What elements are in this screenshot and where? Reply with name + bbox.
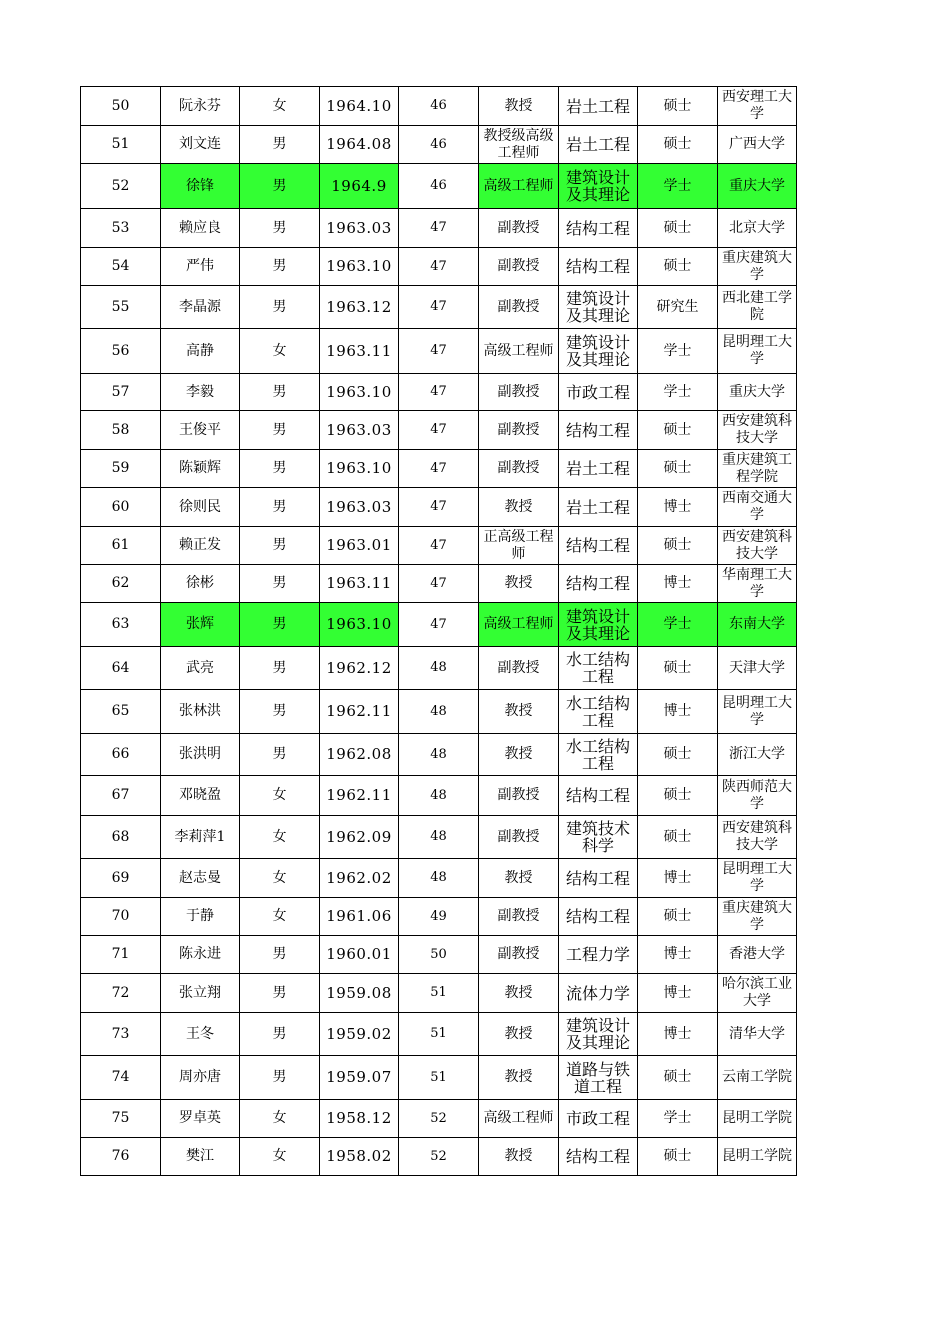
cell-major: 结构工程 xyxy=(559,1138,638,1176)
cell-degree: 学士 xyxy=(638,329,718,374)
age-value: 47 xyxy=(430,422,447,437)
age-value: 48 xyxy=(430,660,447,675)
cell-school: 昆明理工大学 xyxy=(718,329,797,374)
cell-age xyxy=(399,329,479,374)
cell-major: 市政工程 xyxy=(559,374,638,411)
cell-title: 副教授 xyxy=(479,898,559,936)
cell-sex: 男 xyxy=(240,565,320,603)
cell-sex: 男 xyxy=(240,647,320,690)
cell-degree: 学士 xyxy=(638,374,718,411)
age-value: 48 xyxy=(430,746,447,762)
cell-sex: 男 xyxy=(240,527,320,565)
age-value: 48 xyxy=(430,703,447,719)
cell-birth: 1958.12 xyxy=(320,1100,399,1138)
cell-age xyxy=(399,859,479,898)
cell-age xyxy=(399,898,479,936)
cell-sex: 女 xyxy=(240,1138,320,1176)
cell-age xyxy=(399,1056,479,1100)
cell-birth: 1959.02 xyxy=(320,1013,399,1056)
table-row xyxy=(81,603,797,647)
cell-name: 赖正发 xyxy=(161,527,240,565)
cell-age xyxy=(399,1100,479,1138)
cell-school: 天津大学 xyxy=(718,647,797,690)
cell-name: 陈颖辉 xyxy=(161,450,240,488)
cell-school: 西安建筑科技大学 xyxy=(718,527,797,565)
cell-name: 李莉萍1 xyxy=(161,816,240,859)
cell-degree: 硕士 xyxy=(638,816,718,859)
table-row xyxy=(81,450,797,488)
cell-school: 西安建筑科技大学 xyxy=(718,816,797,859)
cell-degree: 硕士 xyxy=(638,898,718,936)
cell-school: 清华大学 xyxy=(718,1013,797,1056)
cell-degree: 硕士 xyxy=(638,126,718,164)
cell-no: 54 xyxy=(81,248,161,286)
cell-name: 赖应良 xyxy=(161,209,240,248)
cell-no: 59 xyxy=(81,450,161,488)
cell-title: 副教授 xyxy=(479,936,559,974)
cell-no: 76 xyxy=(81,1138,161,1176)
cell-age xyxy=(399,603,479,647)
cell-age xyxy=(399,286,479,329)
cell-name: 周亦唐 xyxy=(161,1056,240,1100)
cell-degree: 硕士 xyxy=(638,248,718,286)
cell-no: 74 xyxy=(81,1056,161,1100)
cell-name: 刘文连 xyxy=(161,126,240,164)
cell-no: 63 xyxy=(81,603,161,647)
cell-age xyxy=(399,936,479,974)
age-value: 46 xyxy=(430,136,447,152)
cell-name: 徐则民 xyxy=(161,488,240,527)
cell-school: 重庆建筑大学 xyxy=(718,898,797,936)
cell-title: 高级工程师 xyxy=(479,1100,559,1138)
cell-no: 61 xyxy=(81,527,161,565)
age-value: 47 xyxy=(430,343,447,358)
cell-degree: 学士 xyxy=(638,164,718,209)
cell-sex: 男 xyxy=(240,126,320,164)
age-value: 51 xyxy=(430,1026,447,1041)
table-row xyxy=(81,286,797,329)
cell-birth: 1962.02 xyxy=(320,859,399,898)
cell-birth: 1959.07 xyxy=(320,1056,399,1100)
cell-age xyxy=(399,527,479,565)
cell-sex: 女 xyxy=(240,87,320,126)
cell-title: 高级工程师 xyxy=(479,329,559,374)
age-value: 48 xyxy=(430,829,447,844)
cell-birth: 1959.08 xyxy=(320,974,399,1013)
cell-sex: 男 xyxy=(240,690,320,734)
table-row xyxy=(81,898,797,936)
cell-age xyxy=(399,126,479,164)
cell-major: 结构工程 xyxy=(559,209,638,248)
cell-sex: 女 xyxy=(240,776,320,816)
cell-title: 教授 xyxy=(479,690,559,734)
table-row xyxy=(81,329,797,374)
cell-age xyxy=(399,87,479,126)
cell-major: 建筑设计及其理论 xyxy=(559,164,638,209)
table-row xyxy=(81,647,797,690)
cell-sex: 男 xyxy=(240,1056,320,1100)
age-value: 46 xyxy=(430,98,447,113)
cell-school: 哈尔滨工业大学 xyxy=(718,974,797,1013)
cell-name: 罗卓英 xyxy=(161,1100,240,1138)
cell-degree: 硕士 xyxy=(638,527,718,565)
cell-title: 副教授 xyxy=(479,374,559,411)
table-row xyxy=(81,690,797,734)
cell-degree: 硕士 xyxy=(638,411,718,450)
cell-name: 武亮 xyxy=(161,647,240,690)
cell-major: 水工结构工程 xyxy=(559,690,638,734)
cell-title: 教授 xyxy=(479,1138,559,1176)
cell-birth: 1962.11 xyxy=(320,690,399,734)
cell-no: 73 xyxy=(81,1013,161,1056)
cell-school: 浙江大学 xyxy=(718,734,797,776)
cell-sex: 男 xyxy=(240,411,320,450)
cell-birth: 1964.08 xyxy=(320,126,399,164)
cell-age xyxy=(399,974,479,1013)
cell-school: 云南工学院 xyxy=(718,1056,797,1100)
age-value: 51 xyxy=(430,985,447,1000)
cell-major: 结构工程 xyxy=(559,565,638,603)
cell-sex: 男 xyxy=(240,488,320,527)
cell-degree: 博士 xyxy=(638,1013,718,1056)
cell-major: 结构工程 xyxy=(559,898,638,936)
cell-title: 教授 xyxy=(479,565,559,603)
cell-school: 重庆大学 xyxy=(718,374,797,411)
cell-no: 57 xyxy=(81,374,161,411)
cell-age xyxy=(399,565,479,603)
table-row xyxy=(81,488,797,527)
age-value: 46 xyxy=(430,178,447,193)
cell-birth: 1962.08 xyxy=(320,734,399,776)
cell-name: 李晶源 xyxy=(161,286,240,329)
cell-title: 副教授 xyxy=(479,450,559,488)
cell-title: 副教授 xyxy=(479,209,559,248)
cell-no: 68 xyxy=(81,816,161,859)
table-row xyxy=(81,1013,797,1056)
cell-name: 王俊平 xyxy=(161,411,240,450)
cell-birth: 1962.11 xyxy=(320,776,399,816)
table-row xyxy=(81,1138,797,1176)
cell-school: 西南交通大学 xyxy=(718,488,797,527)
cell-degree: 硕士 xyxy=(638,1138,718,1176)
cell-school: 重庆大学 xyxy=(718,164,797,209)
cell-no: 62 xyxy=(81,565,161,603)
cell-birth: 1958.02 xyxy=(320,1138,399,1176)
cell-age xyxy=(399,1138,479,1176)
cell-sex: 男 xyxy=(240,164,320,209)
cell-sex: 女 xyxy=(240,1100,320,1138)
cell-name: 赵志曼 xyxy=(161,859,240,898)
cell-title: 教授 xyxy=(479,974,559,1013)
cell-no: 70 xyxy=(81,898,161,936)
cell-degree: 硕士 xyxy=(638,87,718,126)
cell-age xyxy=(399,488,479,527)
age-value: 51 xyxy=(430,1069,447,1085)
cell-degree: 硕士 xyxy=(638,647,718,690)
cell-sex: 男 xyxy=(240,1013,320,1056)
cell-degree: 硕士 xyxy=(638,734,718,776)
cell-birth: 1961.06 xyxy=(320,898,399,936)
cell-no: 52 xyxy=(81,164,161,209)
cell-major: 水工结构工程 xyxy=(559,734,638,776)
cell-school: 昆明理工大学 xyxy=(718,859,797,898)
cell-major: 岩土工程 xyxy=(559,87,638,126)
cell-no: 56 xyxy=(81,329,161,374)
age-value: 47 xyxy=(430,537,447,553)
table-row xyxy=(81,248,797,286)
cell-title: 副教授 xyxy=(479,248,559,286)
cell-major: 工程力学 xyxy=(559,936,638,974)
cell-birth: 1960.01 xyxy=(320,936,399,974)
cell-name: 严伟 xyxy=(161,248,240,286)
cell-sex: 男 xyxy=(240,936,320,974)
table-row xyxy=(81,209,797,248)
table-row xyxy=(81,565,797,603)
age-value: 47 xyxy=(430,575,447,591)
cell-age xyxy=(399,450,479,488)
cell-major: 建筑设计及其理论 xyxy=(559,603,638,647)
cell-title: 教授级高级工程师 xyxy=(479,126,559,164)
cell-degree: 博士 xyxy=(638,690,718,734)
cell-age xyxy=(399,690,479,734)
cell-birth: 1964.9 xyxy=(320,164,399,209)
cell-degree: 博士 xyxy=(638,974,718,1013)
cell-no: 71 xyxy=(81,936,161,974)
table-row xyxy=(81,734,797,776)
table-row xyxy=(81,1056,797,1100)
cell-sex: 男 xyxy=(240,603,320,647)
cell-age xyxy=(399,816,479,859)
cell-age xyxy=(399,164,479,209)
cell-title: 副教授 xyxy=(479,776,559,816)
cell-name: 高静 xyxy=(161,329,240,374)
cell-sex: 男 xyxy=(240,248,320,286)
cell-birth: 1963.10 xyxy=(320,374,399,411)
cell-major: 岩土工程 xyxy=(559,126,638,164)
cell-school: 西安理工大学 xyxy=(718,87,797,126)
table-row xyxy=(81,374,797,411)
cell-title: 高级工程师 xyxy=(479,603,559,647)
cell-no: 55 xyxy=(81,286,161,329)
cell-sex: 男 xyxy=(240,450,320,488)
age-value: 47 xyxy=(430,258,447,274)
cell-school: 昆明理工大学 xyxy=(718,690,797,734)
table-row xyxy=(81,527,797,565)
cell-no: 65 xyxy=(81,690,161,734)
cell-birth: 1962.12 xyxy=(320,647,399,690)
cell-name: 李毅 xyxy=(161,374,240,411)
cell-sex: 女 xyxy=(240,898,320,936)
cell-name: 邓晓盈 xyxy=(161,776,240,816)
cell-birth: 1963.01 xyxy=(320,527,399,565)
cell-school: 北京大学 xyxy=(718,209,797,248)
age-value: 48 xyxy=(430,870,447,885)
table-row xyxy=(81,126,797,164)
cell-title: 教授 xyxy=(479,488,559,527)
cell-title: 教授 xyxy=(479,859,559,898)
cell-degree: 博士 xyxy=(638,488,718,527)
cell-degree: 博士 xyxy=(638,565,718,603)
table-row xyxy=(81,1100,797,1138)
cell-no: 69 xyxy=(81,859,161,898)
table-row xyxy=(81,936,797,974)
age-value: 47 xyxy=(430,616,447,632)
cell-name: 张林洪 xyxy=(161,690,240,734)
cell-no: 75 xyxy=(81,1100,161,1138)
cell-sex: 男 xyxy=(240,374,320,411)
cell-major: 岩土工程 xyxy=(559,488,638,527)
cell-name: 陈永进 xyxy=(161,936,240,974)
cell-birth: 1963.11 xyxy=(320,565,399,603)
cell-no: 67 xyxy=(81,776,161,816)
cell-degree: 学士 xyxy=(638,603,718,647)
cell-major: 建筑技术科学 xyxy=(559,816,638,859)
cell-degree: 硕士 xyxy=(638,209,718,248)
cell-birth: 1963.10 xyxy=(320,603,399,647)
cell-title: 教授 xyxy=(479,87,559,126)
cell-school: 昆明工学院 xyxy=(718,1100,797,1138)
cell-major: 结构工程 xyxy=(559,411,638,450)
cell-age xyxy=(399,248,479,286)
cell-sex: 女 xyxy=(240,859,320,898)
cell-degree: 硕士 xyxy=(638,1056,718,1100)
cell-name: 于静 xyxy=(161,898,240,936)
cell-major: 道路与铁道工程 xyxy=(559,1056,638,1100)
cell-degree: 学士 xyxy=(638,1100,718,1138)
cell-title: 教授 xyxy=(479,1013,559,1056)
cell-sex: 男 xyxy=(240,974,320,1013)
cell-sex: 男 xyxy=(240,734,320,776)
cell-birth: 1963.11 xyxy=(320,329,399,374)
cell-degree: 硕士 xyxy=(638,450,718,488)
cell-major: 结构工程 xyxy=(559,248,638,286)
cell-age xyxy=(399,411,479,450)
cell-sex: 女 xyxy=(240,816,320,859)
table-row xyxy=(81,87,797,126)
cell-name: 张洪明 xyxy=(161,734,240,776)
age-value: 47 xyxy=(430,460,447,476)
cell-degree: 博士 xyxy=(638,859,718,898)
staff-table xyxy=(80,86,797,1176)
cell-major: 水工结构工程 xyxy=(559,647,638,690)
cell-no: 60 xyxy=(81,488,161,527)
cell-major: 流体力学 xyxy=(559,974,638,1013)
cell-no: 58 xyxy=(81,411,161,450)
table-row xyxy=(81,164,797,209)
cell-school: 西北建工学院 xyxy=(718,286,797,329)
cell-age xyxy=(399,209,479,248)
cell-degree: 硕士 xyxy=(638,776,718,816)
cell-title: 高级工程师 xyxy=(479,164,559,209)
cell-age xyxy=(399,1013,479,1056)
cell-school: 昆明工学院 xyxy=(718,1138,797,1176)
cell-title: 副教授 xyxy=(479,286,559,329)
age-value: 52 xyxy=(430,1110,447,1126)
cell-title: 教授 xyxy=(479,1056,559,1100)
cell-degree: 博士 xyxy=(638,936,718,974)
cell-title: 正高级工程师 xyxy=(479,527,559,565)
cell-major: 结构工程 xyxy=(559,776,638,816)
cell-no: 51 xyxy=(81,126,161,164)
cell-birth: 1963.10 xyxy=(320,450,399,488)
cell-major: 结构工程 xyxy=(559,859,638,898)
cell-major: 岩土工程 xyxy=(559,450,638,488)
age-value: 50 xyxy=(430,946,447,962)
cell-no: 66 xyxy=(81,734,161,776)
cell-birth: 1963.03 xyxy=(320,488,399,527)
cell-title: 副教授 xyxy=(479,411,559,450)
cell-major: 市政工程 xyxy=(559,1100,638,1138)
cell-title: 副教授 xyxy=(479,816,559,859)
cell-birth: 1963.03 xyxy=(320,209,399,248)
cell-age xyxy=(399,734,479,776)
age-value: 47 xyxy=(430,299,447,314)
table-row xyxy=(81,816,797,859)
cell-no: 64 xyxy=(81,647,161,690)
age-value: 49 xyxy=(430,908,447,924)
age-value: 47 xyxy=(430,220,447,235)
cell-age xyxy=(399,647,479,690)
table-row xyxy=(81,776,797,816)
cell-title: 教授 xyxy=(479,734,559,776)
cell-birth: 1963.10 xyxy=(320,248,399,286)
age-value: 47 xyxy=(430,499,447,514)
cell-sex: 女 xyxy=(240,329,320,374)
table-row xyxy=(81,859,797,898)
cell-birth: 1962.09 xyxy=(320,816,399,859)
cell-major: 建筑设计及其理论 xyxy=(559,329,638,374)
cell-school: 重庆建筑工程学院 xyxy=(718,450,797,488)
cell-major: 结构工程 xyxy=(559,527,638,565)
cell-no: 72 xyxy=(81,974,161,1013)
cell-school: 陕西师范大学 xyxy=(718,776,797,816)
age-value: 48 xyxy=(430,787,447,803)
cell-degree: 研究生 xyxy=(638,286,718,329)
cell-school: 重庆建筑大学 xyxy=(718,248,797,286)
cell-age xyxy=(399,776,479,816)
age-value: 52 xyxy=(430,1148,447,1164)
table-row xyxy=(81,974,797,1013)
cell-birth: 1963.12 xyxy=(320,286,399,329)
cell-school: 华南理工大学 xyxy=(718,565,797,603)
cell-school: 东南大学 xyxy=(718,603,797,647)
cell-major: 建筑设计及其理论 xyxy=(559,286,638,329)
cell-title: 副教授 xyxy=(479,647,559,690)
cell-name: 张立翔 xyxy=(161,974,240,1013)
cell-sex: 男 xyxy=(240,209,320,248)
age-value: 47 xyxy=(430,384,447,399)
cell-school: 广西大学 xyxy=(718,126,797,164)
cell-name: 樊江 xyxy=(161,1138,240,1176)
cell-age xyxy=(399,374,479,411)
cell-no: 53 xyxy=(81,209,161,248)
cell-sex: 男 xyxy=(240,286,320,329)
cell-name: 徐锋 xyxy=(161,164,240,209)
cell-school: 香港大学 xyxy=(718,936,797,974)
table-row xyxy=(81,411,797,450)
cell-birth: 1964.10 xyxy=(320,87,399,126)
cell-no: 50 xyxy=(81,87,161,126)
cell-name: 阮永芬 xyxy=(161,87,240,126)
cell-name: 王冬 xyxy=(161,1013,240,1056)
cell-name: 徐彬 xyxy=(161,565,240,603)
cell-school: 西安建筑科技大学 xyxy=(718,411,797,450)
cell-major: 建筑设计及其理论 xyxy=(559,1013,638,1056)
cell-birth: 1963.03 xyxy=(320,411,399,450)
cell-name: 张辉 xyxy=(161,603,240,647)
